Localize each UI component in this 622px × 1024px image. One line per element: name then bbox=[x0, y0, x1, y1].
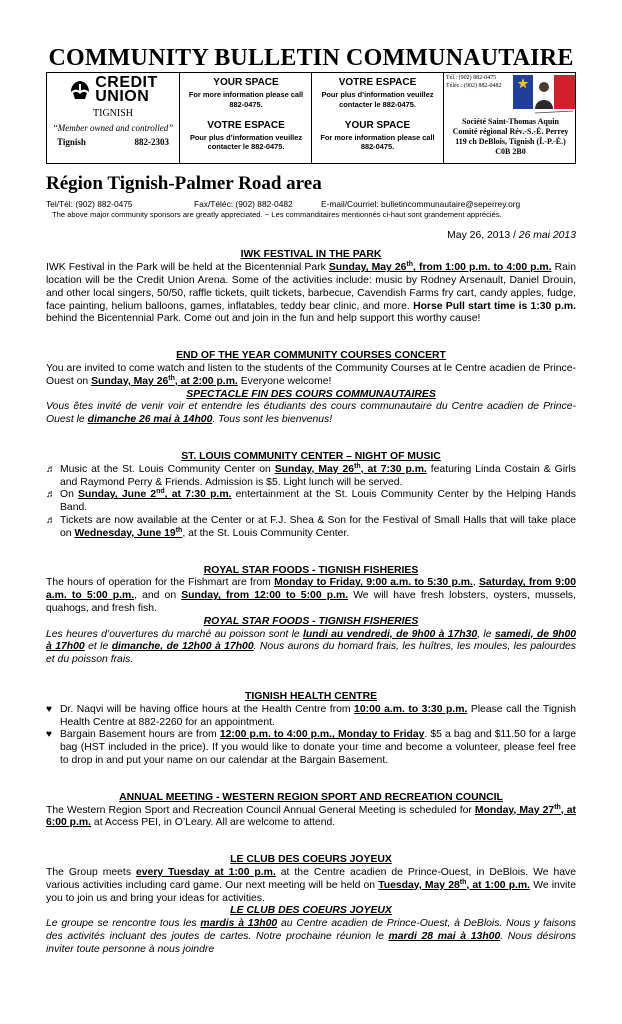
your-space-ad-1 bbox=[181, 73, 312, 163]
section-list bbox=[46, 704, 576, 768]
credit-union-branch: TIGNISH bbox=[93, 108, 133, 119]
region-title: Région Tignish-Palmer Road area bbox=[46, 173, 322, 194]
section-iwk bbox=[46, 249, 576, 326]
music-note-icon: ♬ bbox=[46, 463, 56, 475]
your-space-text: For more information please call 882-0475. bbox=[188, 90, 304, 109]
section-body: IWK Festival in the Park will be held at the Bicentennial Park Sunday, May 26th, from 1:00 p.m. to 4:00 p.m. Rain location will be the Credit Union Arena. Some of the activities include: music by Rodney Arsenault, Daniel Drouin, and other local singers, 50/50, raffle tickets, quilt tickets, barbecue, Cavendish Farms fry cart, candy apples, fudge, face painting, helium balloons, games, inflatables, teddy bear clinic, and more. Horse Pull start time is 1:30 p.m. behind the Bicentennial Park. Come out and join in the fun and help support this worthy cause! bbox=[46, 261, 576, 325]
credit-union-logo-line2: UNION bbox=[95, 88, 150, 105]
your-space-title: YOUR SPACE bbox=[344, 119, 411, 131]
section-health-centre bbox=[46, 691, 576, 768]
date-en: May 26, 2013 bbox=[447, 229, 511, 241]
votre-espace-title: VOTRE ESPACE bbox=[338, 77, 417, 88]
section-title: TIGNISH HEALTH CENTRE bbox=[245, 690, 377, 702]
votre-espace-text: Pour plus d’information veuillez contacter le 882-0475. bbox=[189, 132, 303, 152]
contact-tel: Tel/Tél: (902) 882-0475 bbox=[46, 199, 133, 209]
credit-union-logo bbox=[47, 74, 179, 105]
section-body-fr: Le groupe se rencontre tous les mardis à 13h00 au Centre acadien de Prince-Ouest, à DeBlois. Nous y faisons des activités incluant des joutes de cartes. Notre prochaine réunion le mardi 28 mai à 13h00. Nous désirons inviter toute personne à nous joindre bbox=[46, 918, 577, 955]
section-title: ANNUAL MEETING - WESTERN REGION SPORT AND RECREATION COUNCIL bbox=[119, 791, 503, 803]
section-royal-star bbox=[46, 565, 576, 667]
list-item: ♬ Music at the St. Louis Community Center on Sunday, May 26th, at 7:30 p.m. featuring Linda Costain & Girls and Raymond Perry & Friends. Admission is $5. Light lunch will be served. bbox=[46, 462, 576, 488]
credit-union-ad bbox=[47, 73, 180, 163]
credit-union-logo-line1: CREDIT bbox=[95, 74, 158, 91]
credit-union-phone: 882-2303 bbox=[134, 137, 169, 148]
section-title-fr: ROYAL STAR FOODS - TIGNISH FISHERIES bbox=[203, 615, 419, 627]
section-title-fr: SPECTACLE FIN DES COURS COMMUNAUTAIRES bbox=[186, 388, 436, 400]
section-title: ST. LOUIS COMMUNITY CENTER – NIGHT OF MUSIC bbox=[181, 451, 441, 463]
sta-org-address: 119 ch DeBlois, Tignish (Î.-P.-É.) bbox=[455, 137, 566, 146]
section-title: IWK FESTIVAL IN THE PARK bbox=[240, 249, 382, 261]
sponsor-thanks-note: The above major community sponsors are greatly appreciated. ~ Les commanditaires mentionnés ci-haut sont grandement appréciés. bbox=[52, 210, 502, 220]
credit-union-motto: “Member owned and controlled” bbox=[52, 123, 174, 134]
section-body-fr: Les heures d’ouvertures du marché au poisson sont le lundi au vendredi, de 9h00 à 17h30, le samedi, de 9h00 à 17h00 et le dimanche, de 12h00 à 17h00. Nous aurons du homard frais, les huîtres, les moules, les palourdes et du poisson frais. bbox=[46, 628, 576, 666]
votre-espace-text: Pour plus d’information veuillez contacter le 882-0475. bbox=[321, 90, 434, 109]
contact-fax: Fax/Téléc: (902) 882-0482 bbox=[194, 199, 293, 209]
section-title: ROYAL STAR FOODS - TIGNISH FISHERIES bbox=[203, 564, 419, 576]
contact-email[interactable]: E-mail/Courriel: bulletincommunautaire@seperrey.org bbox=[321, 199, 521, 209]
section-title: LE CLUB DES COEURS JOYEUX bbox=[230, 854, 392, 866]
list-item: ♬ On Sunday, June 2nd, at 7:30 p.m. entertainment at the St. Louis Community Center by the Helping Hands Band. bbox=[46, 488, 576, 514]
your-space-text: For more information please call 882-0475. bbox=[320, 132, 435, 152]
section-st-louis bbox=[46, 451, 576, 541]
section-body: The Group meets every Tuesday at 1:00 p.m. at the Centre acadien de Prince-Ouest, in DeBlois. We have various activities including card game. Our next meeting will be held on Tuesday, May 28th, at 1:00 p.m. We invite you to join us and bring your ideas for activities. bbox=[46, 866, 576, 904]
section-body: You are invited to come watch and listen to the students of the Community Courses at le Centre acadien de Prince-Ouest on Sunday, May 26th, at 2:00 p.m. Everyone welcome! bbox=[46, 363, 576, 387]
section-annual-meeting bbox=[46, 792, 576, 830]
st-thomas-aquin-ad bbox=[444, 73, 577, 163]
sta-org-name: Société Saint-Thomas Aquin bbox=[462, 117, 559, 126]
contact-line bbox=[46, 199, 576, 209]
music-note-icon: ♬ bbox=[46, 489, 56, 501]
section-body: The Western Region Sport and Recreation Council Annual General Meeting is scheduled for Monday, May 27th, at 6:00 p.m. at Access PEI, in O’Leary. All are welcome to attend. bbox=[46, 803, 576, 829]
votre-espace-title: VOTRE ESPACE bbox=[207, 119, 285, 131]
section-body: The hours of operation for the Fishmart are from Monday to Friday, 9:00 a.m. to 5:30 p.m., Saturday, from 9:00 a.m. to 5:00 p.m., and on Sunday, from 12:00 to 5:00 p.m. We will have fresh lobsters, oysters, mussels, quahogs, and fresh fish. bbox=[46, 577, 576, 614]
section-title: END OF THE YEAR COMMUNITY COURSES CONCERT bbox=[176, 350, 446, 362]
section-body-fr: Vous êtes invité de venir voir et entendre les étudiants des cours communautaire du Centre acadien de Prince-Ouest le dimanche 26 mai à 14h00. Tous sont les bienvenus! bbox=[46, 401, 576, 426]
acadian-flag-portrait-icon bbox=[513, 75, 575, 115]
date-fr: 26 mai 2013 bbox=[518, 229, 576, 241]
sta-fax: Téléc.: (902) 882-0482 bbox=[446, 82, 502, 89]
music-note-icon: ♬ bbox=[46, 515, 56, 526]
section-club-coeurs-joyeux bbox=[46, 854, 576, 956]
section-concert bbox=[46, 350, 576, 427]
section-list bbox=[46, 464, 576, 541]
list-item: ♬ Tickets are now available at the Center or at F.J. Shea & Son for the Festival of Small Halls that will take place on Wednesday, June 19th, at the St. Louis Community Center. bbox=[46, 515, 576, 539]
sponsor-banner bbox=[46, 72, 576, 164]
list-item: ♥ Bargain Basement hours are from 12:00 p.m. to 4:00 p.m., Monday to Friday. $5 a bag and $11.50 for a large bag (HST included in the price). If you would like to donate your time and become a volunteer, please feel free to drop in and put your name on our calendar at the Bargain Basement. bbox=[46, 729, 576, 766]
heart-icon: ♥ bbox=[46, 703, 52, 715]
credit-union-hands-icon bbox=[68, 78, 92, 102]
date-separator: / bbox=[510, 229, 519, 241]
your-space-ad-2 bbox=[312, 73, 444, 163]
masthead-title: COMMUNITY BULLETIN COMMUNAUTAIRE bbox=[48, 45, 574, 71]
section-title-fr: LE CLUB DES COEURS JOYEUX bbox=[230, 905, 392, 917]
heart-icon: ♥ bbox=[46, 729, 52, 741]
sta-org-postal: C0B 2B0 bbox=[495, 147, 526, 156]
sta-tel: Tél.: (902) 882-0475 bbox=[446, 75, 497, 81]
sta-org-committee: Comité régional Rév.-S.-É. Perrey bbox=[452, 127, 569, 136]
list-item: ♥ Dr. Naqvi will be having office hours at the Health Centre from 10:00 a.m. to 3:30 p.m. Please call the Tignish Health Centre at 882-2260 for an appointment. bbox=[46, 703, 577, 728]
bulletin-date bbox=[46, 230, 576, 243]
your-space-title: YOUR SPACE bbox=[213, 77, 279, 88]
credit-union-place: Tignish bbox=[57, 137, 86, 148]
